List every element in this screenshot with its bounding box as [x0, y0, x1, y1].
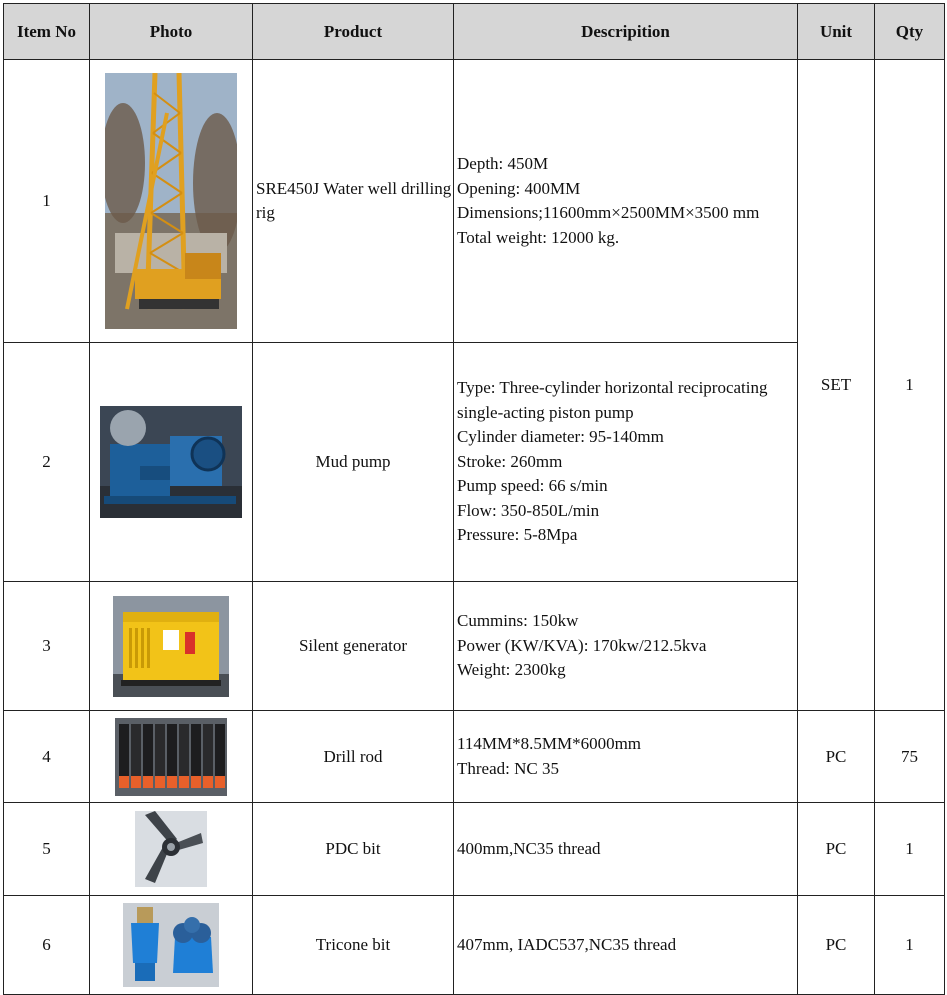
unit-merged: SET	[798, 60, 875, 711]
description-line: Pressure: 5-8Mpa	[457, 525, 578, 545]
header-row	[4, 4, 945, 60]
description-line: Opening: 400MM	[457, 178, 581, 198]
header-product: Product	[253, 4, 454, 60]
qty-merged: 1	[875, 60, 945, 711]
product-name: SRE450J Water well drilling rig	[253, 60, 454, 343]
generator-photo	[90, 582, 253, 711]
mud-pump-image	[100, 406, 242, 518]
description-cell	[454, 896, 798, 995]
item-number: 6	[4, 896, 90, 995]
description-line: Cylinder diameter: 95-140mm	[457, 427, 664, 447]
qty-cell: 1	[875, 896, 945, 995]
description-line: Dimensions;11600mm×2500MM×3500 mm	[457, 203, 760, 222]
description-line: 114MM*8.5MM*6000mm	[457, 734, 642, 753]
table-row	[4, 711, 945, 803]
product-name: Drill rod	[253, 711, 454, 803]
drilling-rig-photo	[90, 60, 253, 343]
description-line: 407mm, IADC537,NC35 thread	[457, 934, 677, 954]
description-line: Pump speed: 66 s/min	[457, 476, 608, 496]
tricone-bit-image	[123, 903, 219, 987]
description-line: Depth: 450M	[457, 154, 549, 173]
drill-rod-photo	[90, 711, 253, 803]
header-description: Descripition	[454, 4, 798, 60]
drilling-rig-image	[105, 73, 237, 329]
product-name: Silent generator	[253, 582, 454, 711]
item-number: 5	[4, 803, 90, 896]
description-line: Cummins: 150kw	[457, 611, 579, 631]
product-table	[3, 3, 945, 995]
description-line: Total weight: 12000 kg.	[457, 227, 620, 247]
description-line: Power (KW/KVA): 170kw/212.5kva	[457, 635, 707, 655]
description-cell	[454, 582, 798, 711]
unit-cell: PC	[798, 803, 875, 896]
unit-cell: PC	[798, 711, 875, 803]
description-line: Flow: 350-850L/min	[457, 500, 600, 520]
description-line: 400mm,NC35 thread	[457, 838, 601, 858]
pdc-bit-photo	[90, 803, 253, 896]
header-photo: Photo	[90, 4, 253, 60]
drill-rod-image	[115, 718, 227, 796]
product-name: PDC bit	[253, 803, 454, 896]
description-line: Type: Three-cylinder horizontal reciprocating single-acting piston pump	[457, 378, 768, 422]
description-line: Weight: 2300kg	[457, 660, 566, 680]
item-number: 2	[4, 343, 90, 582]
pdc-bit-image	[135, 811, 207, 887]
tricone-bit-photo	[90, 896, 253, 995]
product-name: Tricone bit	[253, 896, 454, 995]
description-cell	[454, 60, 798, 343]
table-row	[4, 803, 945, 896]
header-unit: Unit	[798, 4, 875, 60]
unit-cell: PC	[798, 896, 875, 995]
description-cell	[454, 803, 798, 896]
description-line: Stroke: 260mm	[457, 451, 563, 471]
table-row	[4, 60, 945, 343]
qty-cell: 75	[875, 711, 945, 803]
description-line: Thread: NC 35	[457, 758, 559, 778]
header-qty: Qty	[875, 4, 945, 60]
generator-image	[113, 596, 229, 697]
description-cell	[454, 343, 798, 582]
table-row	[4, 896, 945, 995]
item-number: 4	[4, 711, 90, 803]
header-item-no: Item No	[4, 4, 90, 60]
item-number: 1	[4, 60, 90, 343]
qty-cell: 1	[875, 803, 945, 896]
product-name: Mud pump	[253, 343, 454, 582]
mud-pump-photo	[90, 343, 253, 582]
description-cell	[454, 711, 798, 803]
item-number: 3	[4, 582, 90, 711]
